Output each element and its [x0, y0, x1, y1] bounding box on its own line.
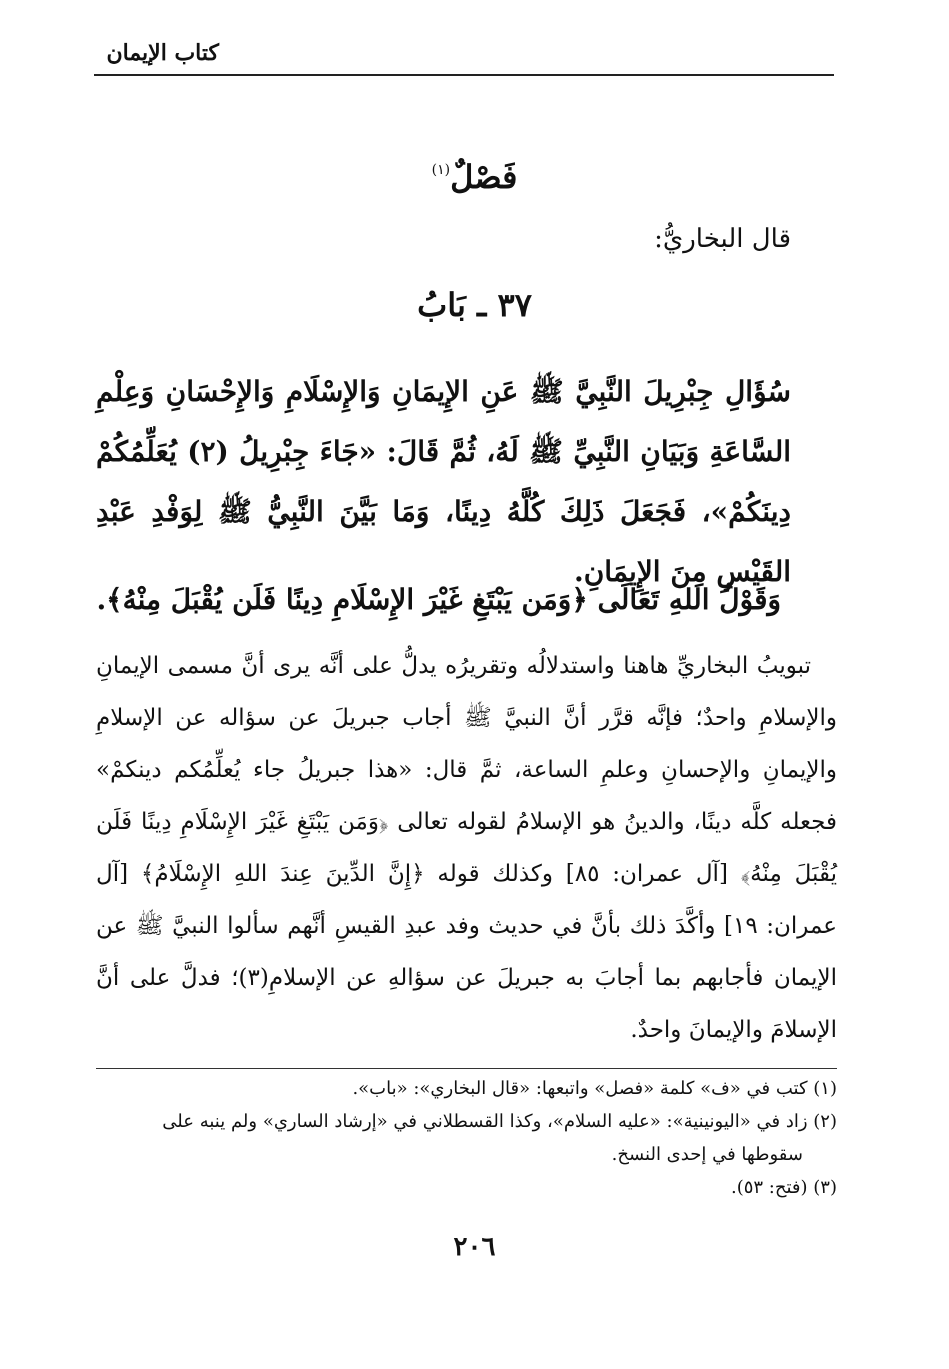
bab-heading: ٣٧ ـ بَابُ [417, 286, 532, 324]
commentary-block [96, 640, 837, 1056]
footnote-2: (٢) زاد في «اليونينية»: «عليه السلام»، وكذا القسطلاني في «إرشاد الساري» ولم ينبه على [162, 1111, 837, 1132]
footnote-1: (١) كتب في «ف» كلمة «فصل» واتبعها: «قال البخاري»: «باب». [352, 1078, 837, 1099]
bab-title: سُؤَالِ جِبْرِيلَ النَّبِيَّ ﷺ عَنِ الإِيمَانِ وَالإِسْلَامِ وَالإِحْسَانِ وَعِلْمِ السَّاعَةِ وَبَيَانِ النَّبِيِّ ﷺ لَهُ، ثُمَّ قَالَ: «جَاءَ جِبْرِيلُ (٢) يُعَلِّمُكُمْ دِينَكُمْ»، فَجَعَلَ ذَلِكَ كُلَّهُ دِينًا، وَمَا بَيَّنَ النَّبِيُّ ﷺ لِوَفْدِ عَبْدِ القَيْسِ مِنَ الإِيمَانِ. [96, 375, 792, 588]
running-header: كتاب الإيمان [106, 40, 219, 66]
header-rule [94, 74, 834, 76]
footnotes [96, 1072, 837, 1204]
speaker-line: قال البخاريُّ: [654, 224, 791, 254]
page-number: ٢٠٦ [453, 1232, 496, 1262]
footnote-rule [96, 1068, 837, 1069]
footnote-2-continuation: سقوطها في إحدى النسخ. [611, 1144, 803, 1165]
section-title-text: فَصْلٌ [450, 158, 518, 196]
footnote-3: (٣) (فتح: ٥٣). [730, 1177, 837, 1198]
verse-line: وَقَوْلُ اللهِ تَعَالَى ﴿وَمَن يَبْتَغِ غَيْرَ الإِسْلَامِ دِينًا فَلَن يُقْبَلَ مِنْهُ﴾. [96, 583, 781, 616]
section-title [0, 158, 949, 196]
commentary-paragraph: تبويبُ البخاريِّ هاهنا واستدلالُه وتقريرُه يدلُّ على أنَّه يرى أنَّ مسمى الإيمانِ والإسلامِ واحدٌ؛ فإنَّه قرَّر أنَّ النبيَّ ﷺ أجاب جبريلَ عن سؤاله عن الإسلامِ والإيمانِ والإحسانِ وعلمِ الساعة، ثمَّ قال: «هذا جبريلُ جاء يُعلِّمُكم دينكمْ» فجعله كلَّه دينًا، والدينُ هو الإسلامُ لقوله تعالى ﴿وَمَن يَبْتَغِ غَيْرَ الإِسْلَامِ دِينًا فَلَن يُقْبَلَ مِنْهُ﴾ [آل عمران: ٨٥] وكذلك قوله ﴿إِنَّ الدِّينَ عِندَ اللهِ الإِسْلَامُ﴾ [آل عمران: ١٩] وأكَّدَ ذلك بأنَّ في حديث وفد عبدِ القيسِ أنَّهم سألوا النبيَّ ﷺ عن الإيمان فأجابهم بما أجابَ به جبريلَ عن سؤالهِ عن الإسلامِ(٣)؛ فدلَّ على أنَّ الإسلامَ والإيمانَ واحدٌ. [96, 653, 837, 1043]
section-title-footnote-ref: (١) [431, 162, 451, 178]
